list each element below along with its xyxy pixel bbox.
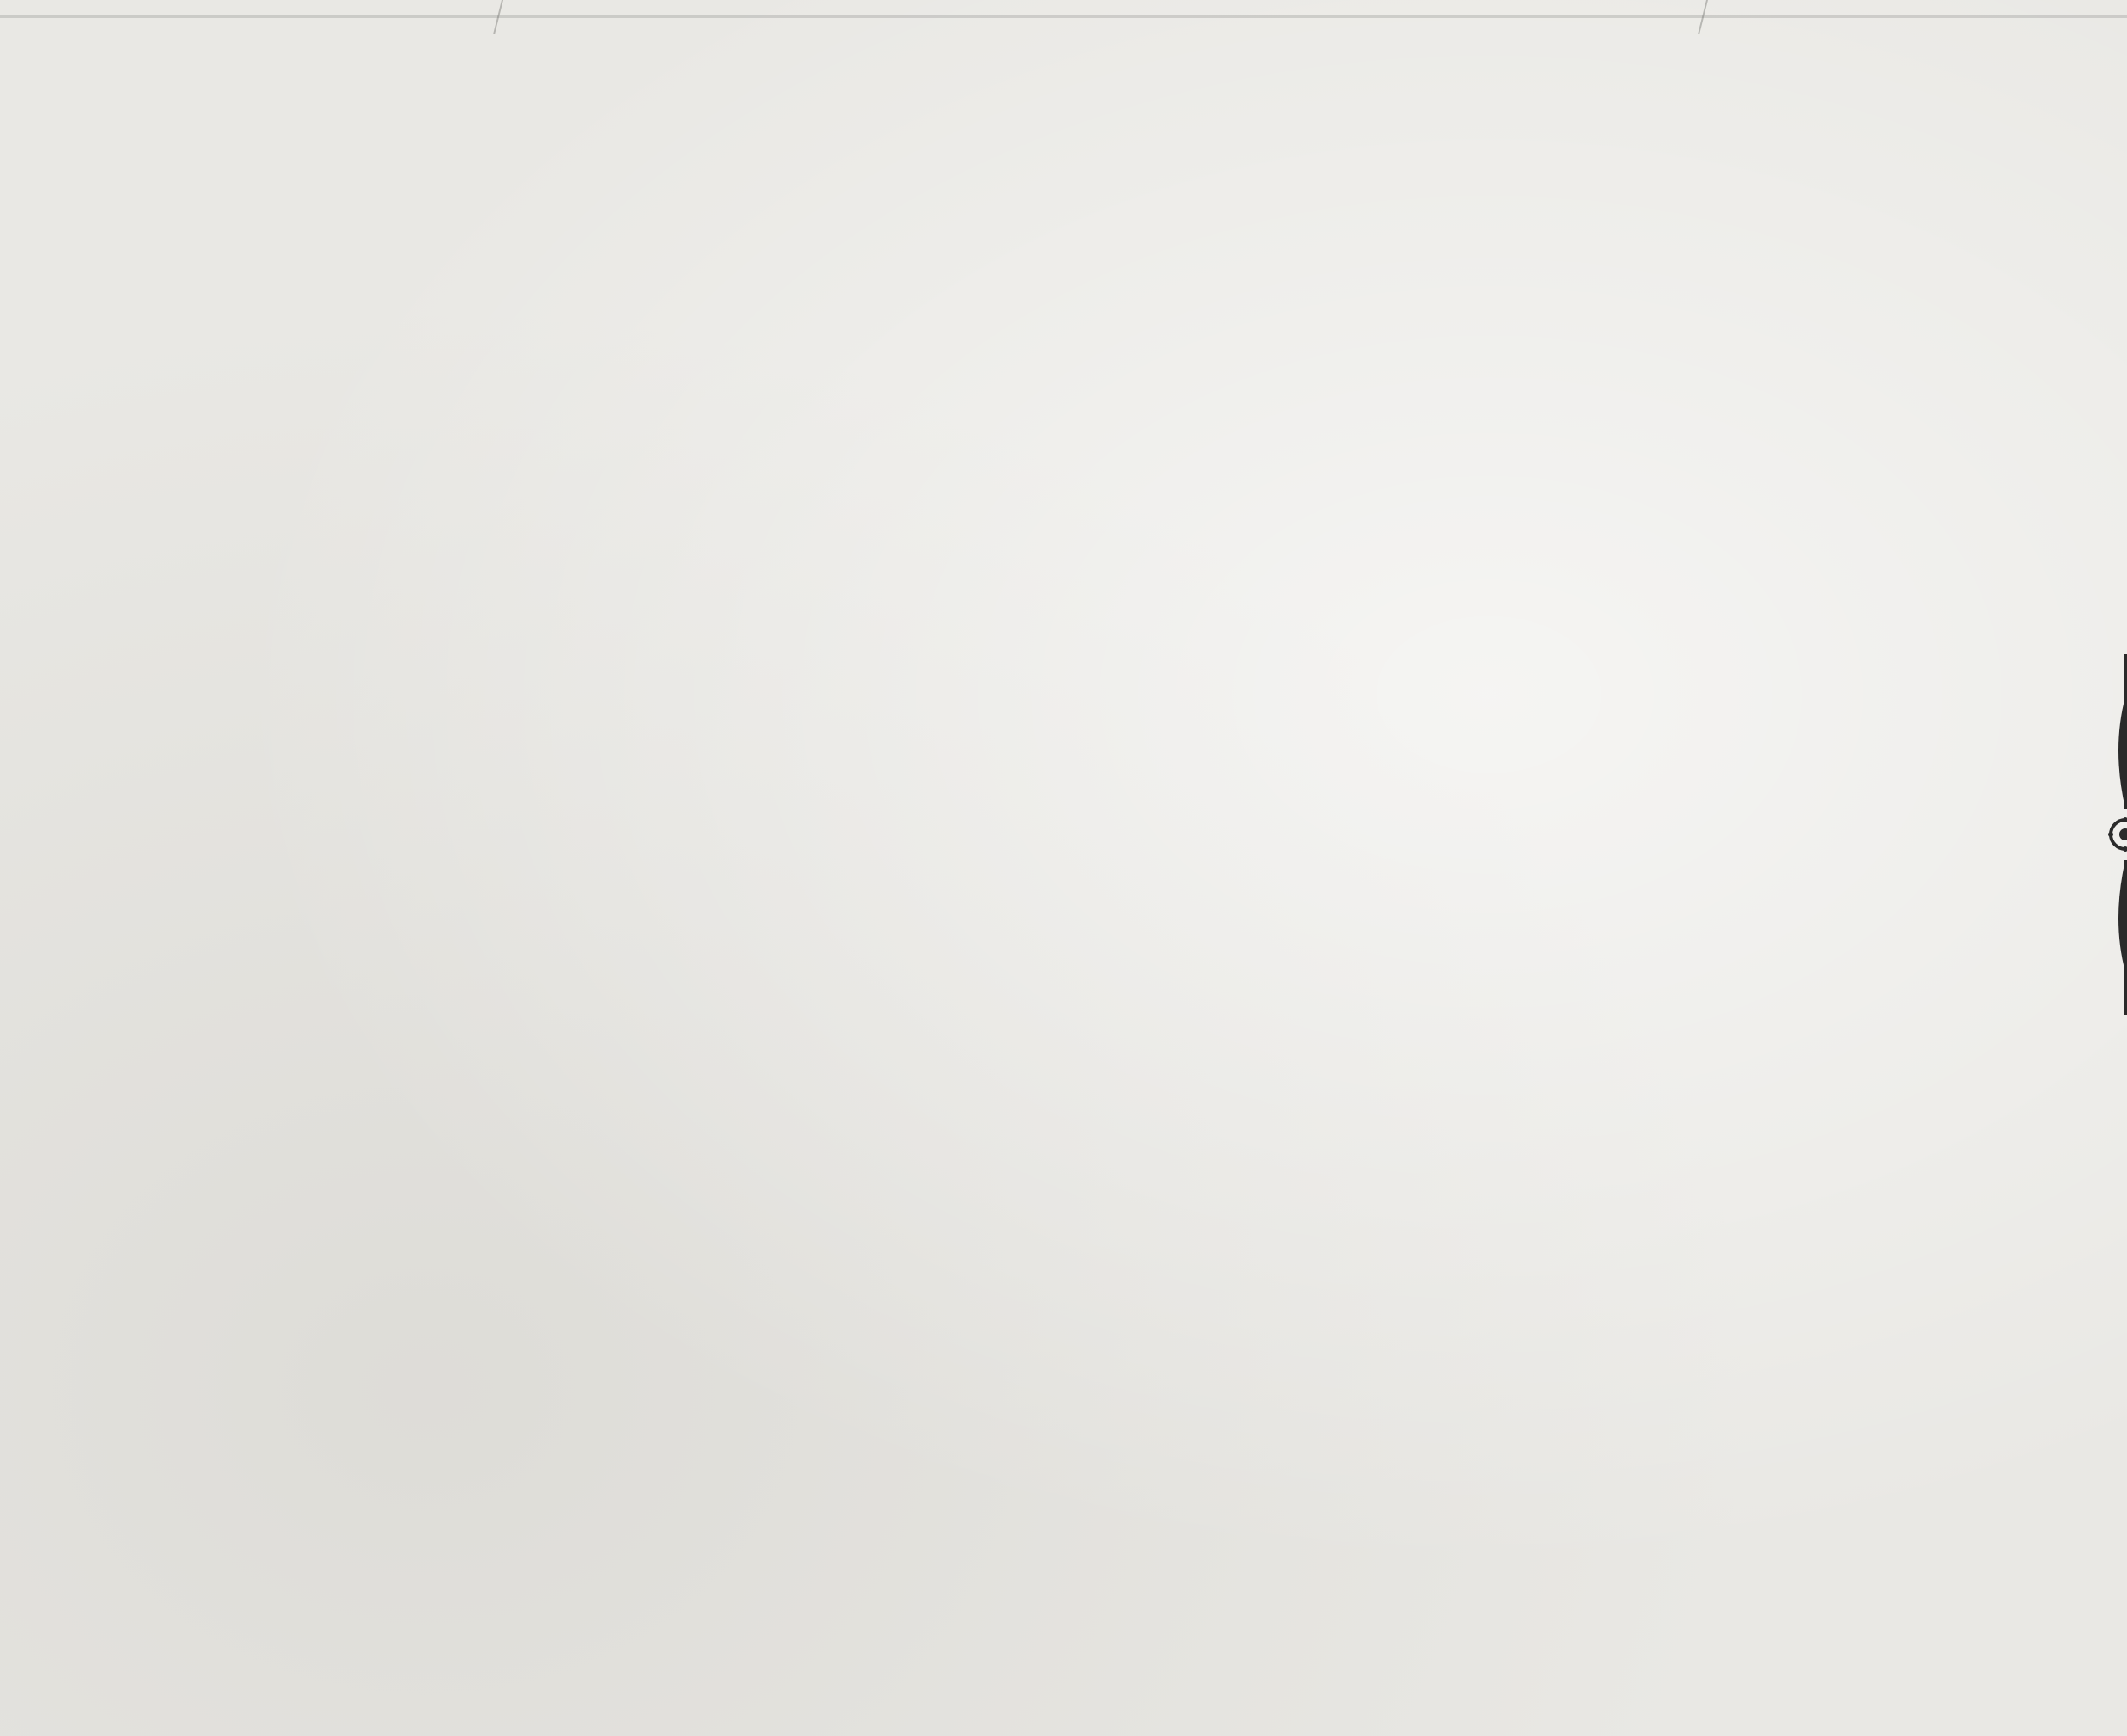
ornament-divider [2099,645,2127,1024]
fold-line [0,15,2127,18]
page-content [2048,146,2127,1523]
rotated-text-frame [1979,0,2127,1617]
